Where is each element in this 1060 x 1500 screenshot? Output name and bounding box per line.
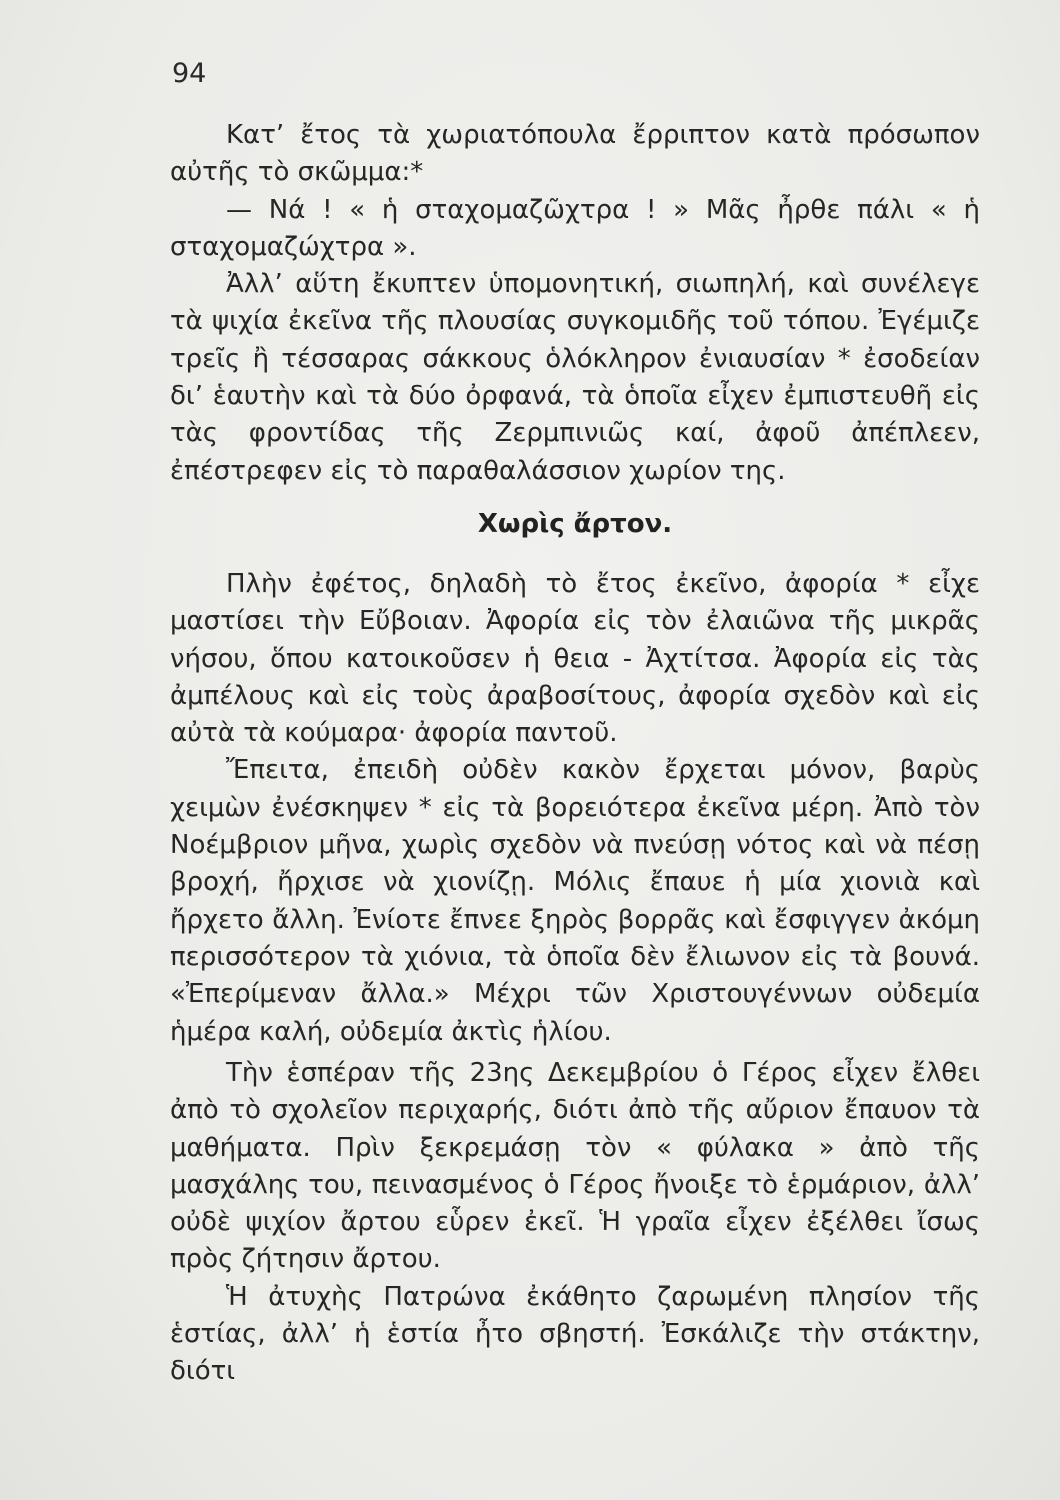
page-number: 94: [172, 58, 207, 89]
paragraph: Τὴν ἑσπέραν τῆς 23ης Δεκεμβρίου ὁ Γέρος εἶχεν ἔλθει ἀπὸ τὸ σχολεῖον περιχαρής, διότι ἀπὸ τῆς αὔριον ἔπαυον τὰ μαθήματα. Πρὶν ξεκρεμάσῃ τὸν « φύλακα » ἀπὸ τῆς μασχάλης του, πεινασμένος ὁ Γέρος ἤνοιξε τὸ ἑρμάριον, ἀλλ’ οὐδὲ ψιχίον ἄρτου εὗρεν ἐκεῖ. Ἡ γραῖα εἶχεν ἐξέλθει ἴσως πρὸς ζήτησιν ἄρτου.: [170, 1058, 980, 1275]
section-1-text: [170, 117, 980, 490]
section-heading: Χωρὶς ἄρτον.: [477, 509, 673, 539]
paragraph: Πλὴν ἐφέτος, δηλαδὴ τὸ ἔτος ἐκεῖνο, ἀφορία * εἶχε μαστίσει τὴν Εὔβοιαν. Ἀφορία εἰς τὸν ἐλαιῶνα τῆς μικρᾶς νήσου, ὅπου κατοικοῦσεν ἡ θεια - Ἀχτίτσα. Ἀφορία εἰς τὰς ἀμπέλους καὶ εἰς τοὺς ἀραβοσίτους, ἀφορία σχεδὸν καὶ εἰς αὐτὰ τὰ κούμαρα· ἀφορία παντοῦ.: [170, 569, 980, 749]
section-2-text: [170, 566, 980, 1051]
paragraph: Ἡ ἀτυχὴς Πατρώνα ἐκάθητο ζαρωμένη πλησίον τῆς ἑστίας, ἀλλ’ ἡ ἑστία ἦτο σβηστή. Ἐσκάλιζε τὴν στάκτην, διότι: [170, 1281, 980, 1387]
section-3-text: [170, 1055, 980, 1391]
paragraph: Κατ’ ἔτος τὰ χωριατόπουλα ἔρριπτον κατὰ πρόσωπον αὐτῆς τὸ σκῶμμα:*: [170, 120, 980, 188]
paragraph: Ἔπειτα, ἐπειδὴ οὐδὲν κακὸν ἔρχεται μόνον, βαρὺς χειμὼν ἐνέσκηψεν * εἰς τὰ βορειότερα ἐκεῖνα μέρη. Ἀπὸ τὸν Νοέμβριον μῆνα, χωρὶς σχεδὸν νὰ πνεύσῃ νότος καὶ νὰ πέσῃ βροχή, ἤρχισε νὰ χιονίζῃ. Μόλις ἔπαυε ἡ μία χιονιὰ καὶ ἤρχετο ἄλλη. Ἐνίοτε ἔπνεε ξηρὸς βορρᾶς καὶ ἔσφιγγεν ἀκόμη περισσότερον τὰ χιόνια, τὰ ὁποῖα δὲν ἔλιωνον εἰς τὰ βουνά. «Ἐπερίμεναν ἄλλα.» Μέχρι τῶν Χριστουγέννων οὐδεμία ἡμέρα καλή, οὐδεμία ἀκτὶς ἡλίου.: [170, 755, 980, 1047]
paragraph: Ἀλλ’ αὕτη ἔκυπτεν ὑπομονητική, σιωπηλή, καὶ συνέλεγε τὰ ψιχία ἐκεῖνα τῆς πλουσίας συγκομιδῆς τοῦ τόπου. Ἐγέμιζε τρεῖς ἢ τέσσαρας σάκκους ὁλόκληρον ἐνιαυσίαν * ἐσοδείαν δι’ ἑαυτὴν καὶ τὰ δύο ὀρφανά, τὰ ὁποῖα εἶχεν ἐμπιστευθῆ εἰς τὰς φροντίδας τῆς Ζερμπινιῶς καί, ἀφοῦ ἀπέπλεεν, ἐπέστρεφεν εἰς τὸ παραθαλάσσιον χωρίον της.: [170, 269, 980, 486]
paragraph: — Νά ! « ἡ σταχομαζῶχτρα ! » Μᾶς ἦρθε πάλι « ἡ σταχομαζώχτρα ».: [170, 194, 980, 262]
